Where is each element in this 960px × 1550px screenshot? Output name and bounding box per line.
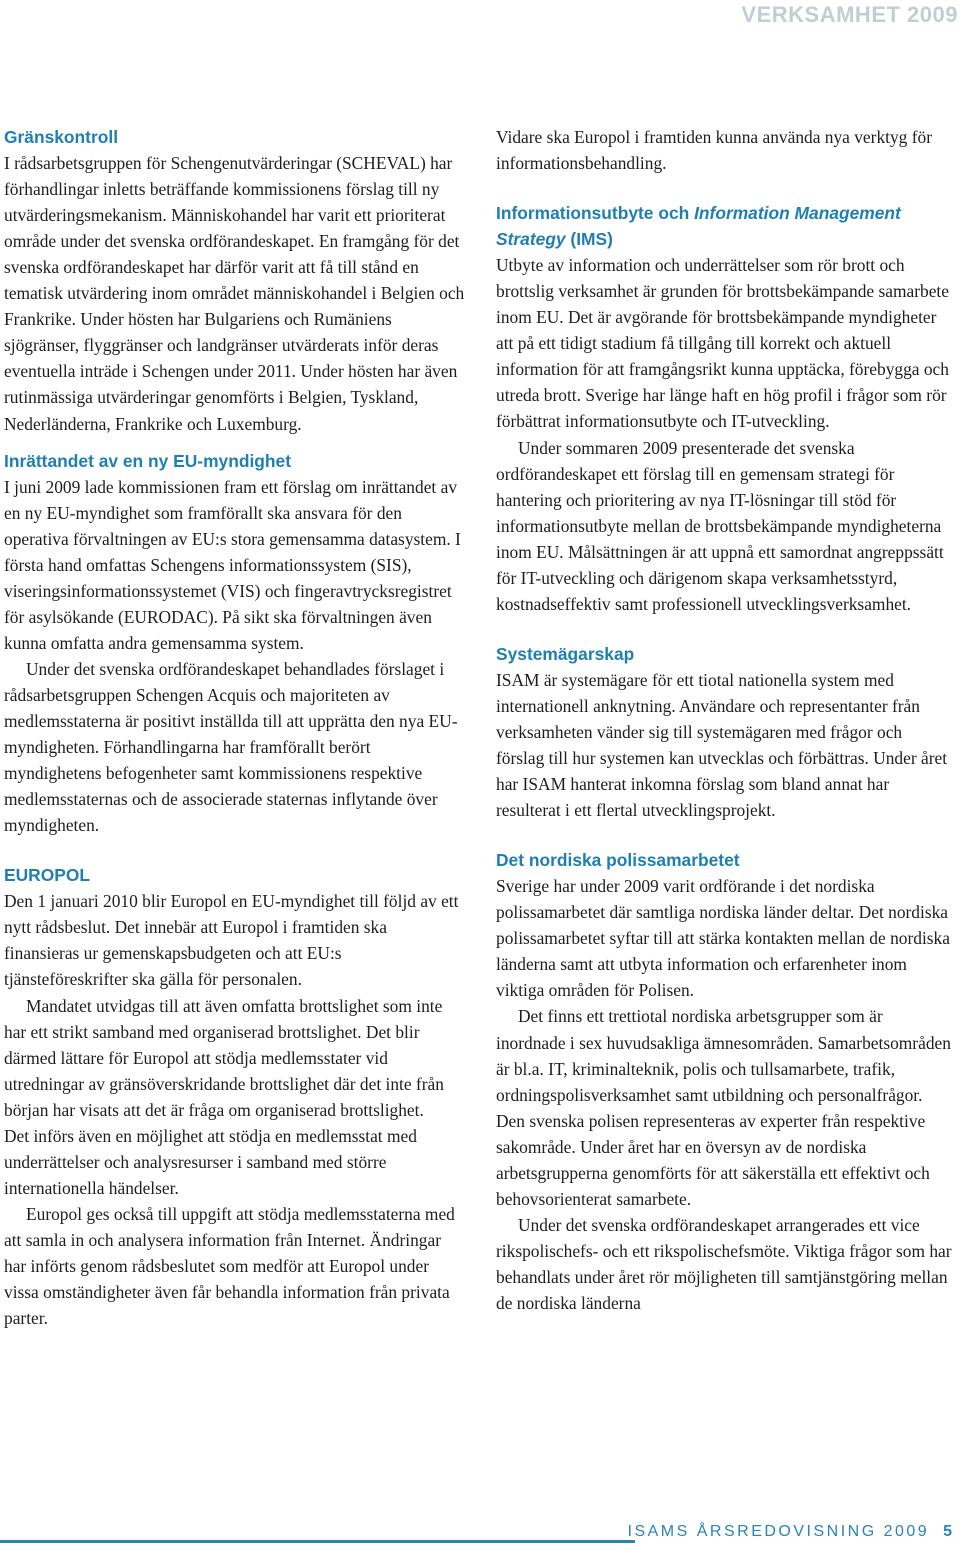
paragraph: Europol ges också till uppgift att stödja medlemsstaterna med att samla in och analysera information från Internet. Ändringar har införts genom rådsbeslutet som medför att Europol under vissa omständigheter även får behandla information från privata parter. [4,1203,455,1329]
paragraph: ISAM är systemägare för ett tiotal nationella system med internationell anknytning. Användare och representanter från verksamheten vänder sig till systemägaren med frågor och förslag till hur systemen kan utvecklas och förbättras. Under året har ISAM hanterat inkomna förslag som bland annat har resulterat i ett flertal utvecklingsprojekt. [496,669,948,821]
left-column [4,124,466,1331]
page-number: 5 [943,1523,952,1540]
footer-title [628,1523,952,1541]
heading-informationsutbyte [496,200,954,252]
paragraph: Mandatet utvidgas till att även omfatta brottslighet som inte har ett strikt samband med organiserad brottslighet. Det blir därmed lättare för Europol att stödja medlemsstater vid utredningar av gränsöverskridande brottslighet där det inte från början har visats att det är fråga om organiserad brottslighet. [4,995,444,1120]
paragraph: Det införs även en möjlighet att stödja en medlemsstat med underrättelser och analysresurser i samband med större internationella händelser. [4,1125,417,1198]
running-header: VERKSAMHET 2009 [741,2,958,27]
paragraph: Under det svenska ordförandeskapet behandlades förslaget i rådsarbetsgruppen Schengen Acquis och majoriteten av medlemsstaterna är positivt inställda till att upprätta den nya EU-myndigheten. Förhandlingarna har framförallt berört myndighetens befogenheter samt kommissionens respektive medlemsstaternas och de associerade staternas inflytande över myndigheten. [4,658,458,836]
heading-part: (IMS) [565,229,613,250]
heading-part: Informationsutbyte och [496,203,695,224]
footer-rule [0,1540,635,1543]
paragraph: Den 1 januari 2010 blir Europol en EU-myndighet till följd av ett nytt rådsbeslut. Det innebär att Europol i framtiden ska finansieras ur gemenskapsbudgeten och att EU:s tjänsteföreskrifter ska gälla för personalen. [4,891,459,990]
paragraph: I juni 2009 lade kommissionen fram ett förslag om inrättandet av en ny EU-myndighet som framförallt ska ansvara för den operativa förvaltningen av EU:s stora gemensamma datasystem. I första hand omfattas Schengens informationssystem (SIS), viseringsinformationssystemet (VIS) och fingeravtrycksregistret för asylsökande (EURODAC). På sikt ska förvaltningen även kunna omfatta andra gemensamma system. [4,476,461,653]
heading-eu-myndighet: Inrättandet av en ny EU-myndighet [4,450,291,471]
paragraph: Utbyte av information och underrättelser som rör brott och brottslig verksamhet är grunden för brottsbekämpande samarbete inom EU. Det är avgörande för brottsbekämpande myndigheter att på ett tidigt stadium få tillgång till korrekt och aktuell information för att framgångsrikt kunna upptäcka, förebygga och utreda brott. Sverige har länge haft en hög profil i frågor som rör förbättrat informationsutbyte och IT-utveckling. [496,255,949,432]
heading-europol: EUROPOL [4,865,90,886]
paragraph: Vidare ska Europol i framtiden kunna använda nya verktyg för informationsbehandling. [496,127,932,174]
heading-nordiska-polissamarbetet: Det nordiska polissamarbetet [496,850,740,871]
paragraph: Under det svenska ordförandeskapet arrangerades ett vice rikspolischefs- och ett rikspolischefsmöte. Viktiga frågor som har behandlats under året rör möjligheten till samtjänstgöring mellan de nordiska länderna [496,1214,952,1313]
heading-granskontroll: Gränskontroll [4,127,119,147]
paragraph: I rådsarbetsgruppen för Schengenutvärderingar (SCHEVAL) har förhandlingar inletts beträffande kommissionens förslag till ny utvärderingsmekanism. Människohandel har varit ett prioriterat område under det svenska ordförandeskapet. En framgång för det svenska ordförandeskapet har därför varit att få till stånd en tematisk utvärdering inom området människohandel i Belgien och Frankrike. Under hösten har Bulgariens och Rumäniens sjögränser, flyggränser och landgränser utvärderats inför deras eventuella inträde i Schengen under 2011. Under hösten har även rutinmässiga utvärderingar genomförts i Belgien, Tyskland, Nederländerna, Frankrike och Luxemburg. [4,153,465,434]
right-column [496,124,954,1316]
paragraph: Under sommaren 2009 presenterade det svenska ordförandeskapet ett förslag till en gemensam strategi för hantering och prioritering av nya IT-lösningar till stöd för informationsutbyte mellan de brottsbekämpande myndigheterna inom EU. Målsättningen är att uppnå ett samordnat angreppssätt för IT-utveckling och därigenom skapa verksamhetsstyrd, kostnadseffektiv samt professionell utvecklingsverksamhet. [496,437,944,614]
heading-part-italic: Information Management Strategy [496,203,901,250]
footer-label: ISAMS ÅRSREDOVISNING 2009 [627,1523,930,1540]
heading-systemagarskap: Systemägarskap [496,643,635,664]
paragraph: Sverige har under 2009 varit ordförande i det nordiska polissamarbetet där samtliga nordiska länder deltar. Det nordiska polissamarbetet syftar till att stärka kontakten mellan de nordiska länderna samt att utbyta information och erfarenheter inom viktiga områden för Polisen. [496,876,950,1001]
paragraph: Det finns ett trettiotal nordiska arbetsgrupper som är inordnade i sex huvudsakliga ämnesområden. Samarbetsområden är bl.a. IT, kriminalteknik, polis och tullsamarbete, trafik, ordningspolisverksamhet samt utbildning och personalfrågor. Den svenska polisen representeras av experter från respektive sakområde. Under året har en översyn av de nordiska arbetsgrupperna genomförts för att säkerställa ett effektivt och behovsorienterat samarbete. [496,1006,951,1209]
